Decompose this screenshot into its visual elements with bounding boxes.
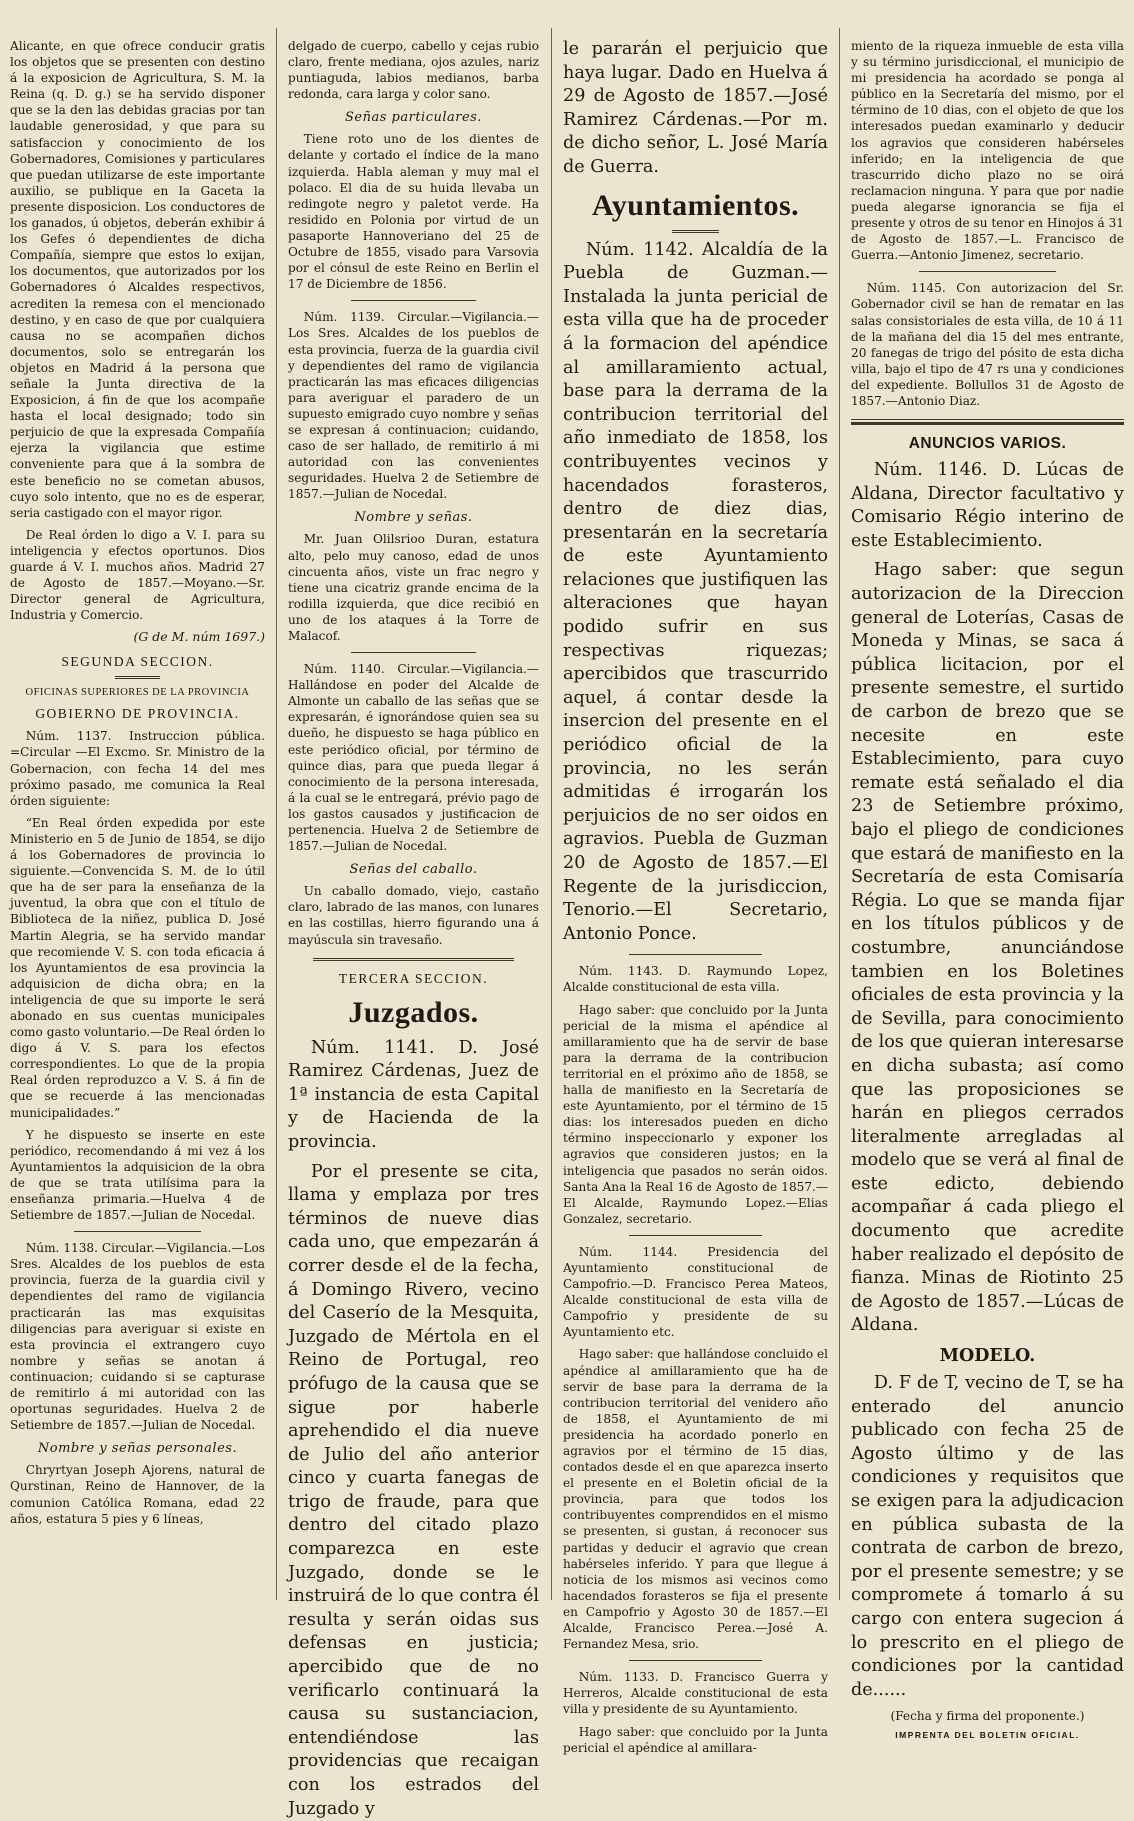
article-text: Núm. 1138. Circular.—Vigilancia.—Los Sres. Alcaldes de los pueblos de esta provincia, fuerza de la guardia civil y dependientes del ramo de vigilancia practicarán las mas exquisitas diligencias para averiguar si existe en esta provincia el extrangero cuyo nombre y señas se anotan á continuacion; cuidando si se capturase de remitirlo á mi autoridad con las oportunas seguridades. Huelva 2 de Setiembre de 1857.—Julian de Nocedal.: [10, 1241, 265, 1433]
article-text: Y he dispuesto se inserte en este periódico, recomendando á mi vez á los Ayuntamientos la adquisicion de la obra de que se trata utilísima para la enseñanza primaria.—Huelva 4 de Setiembre de 1857.—Julian de Nocedal.: [10, 1127, 265, 1223]
divider: [919, 271, 1056, 272]
column-rule: [551, 28, 552, 1600]
article-text: Alicante, en que ofrece conducir gratis los objetos que se presenten con destino á la exposicion de Agricultura, S. M. la Reina (q. D. g.) se ha servido disponer que se la den las debidas gracias por tan laudable generosidad, y que para su satisfaccion y conocimiento de los Gobernadores, Comisiones y particulares que puedan utilizarse de este importante auxilio, se publique en la Gaceta la presente disposicion. Los conductores de los ganados, ú objetos, deberán exhibir á los Gefes ó dependientes de dicha Compañía, siempre que estos lo exijan, los documentos, que autorizados por los Gobernadores ó Alcaldes respectivos, acrediten la remesa con el mencionado destino, y en caso de que por cualquiera causa no se acompañen dichos documentos, solo se entregarán los objetos en Madrid á la persona que señale la Junta directiva de la Exposicion, á fin de que los acompañe hasta el local designado; todo sin perjuicio de que la expresada Compañía ejerza la vigilancia que estime conveniente para que á la sombra de este beneficio no se cometan abusos, cuyo solo intento, que no es de esperar, seria castigado con el mayor rigor.: [10, 39, 265, 520]
article-text: Por el presente se cita, llama y emplaza por tres términos de nueve dias cada uno, que empezarán á correr desde el de la fecha, á Domingo Rivero, vecino del Caserío de la Mesquita, Juzgado de Mértola en el Reino de Portugal, reo prófugo de la causa que se sigue por haberle aprehendido el dia nueve de Julio del año anterior cinco y cuarta fanegas de trigo de fraude, para que dentro del citado plazo comparezca en este Juzgado, donde se le instruirá de lo que contra él resulta y serán oidas sus defensas en justicia; apercibido que de no verificarlo continuará la causa su sustanciacion, entendiéndose las providencias que recaigan con los estrados del Juzgado y: [288, 1161, 539, 1819]
divider: [629, 954, 762, 955]
article-text: Núm. 1143. D. Raymundo Lopez, Alcalde constitucional de esta villa.: [563, 964, 828, 995]
section-title: Ayuntamientos.: [591, 188, 800, 222]
signature-note: (Fecha y firma del proponente.): [890, 1709, 1085, 1724]
article-text: Núm. 1137. Instruccion pública. =Circular —El Excmo. Sr. Ministro de la Gobernacion, con fecha 14 del mes próximo pasado, me comunica la Real órden siguiente:: [10, 729, 265, 808]
article-text: Mr. Juan Olilsrioo Duran, estatura alto, pelo muy canoso, edad de unos cincuenta años, viste un frac negro y tiene una cicatriz grande encima de la rodilla izquierda, que dice recibió en uno de los ataques á la Torre de Malacof.: [288, 532, 539, 643]
divider: [672, 230, 720, 233]
subsection-heading: GOBIERNO DE PROVINCIA.: [35, 706, 240, 722]
article-text: Hago saber: que hallándose concluido el apéndice al amillaramiento que ha de servir de base para la derrama de la contribucion territorial del venidero año de 1858, el Ayuntamiento de mi presidencia ha acordado ponerlo en agravios por el término de 15 dias, contados desde el en que aparezca inserto el presente en el Boletin oficial de la provincia, para que todos los contribuyentes comprendidos en el mismo se presenten, si gustan, á reconocer sus partidas y deducir el agravio que crean habérseles inferido. Y para que llegue á noticia de los mismos asi vecinos como hacendados forasteros se fija el presente en Campofrio y Agosto 30 de 1857.—El Alcalde, Francisco Perea.—José A. Fernandez Mesa, srio.: [563, 1347, 828, 1652]
article-text: Hago saber: que concluido por la Junta pericial de la misma el apéndice al amillaramiento que ha de servir de base para la derrama de la contribucion territorial en el próximo año de 1858, se halla de manifiesto en la Secretaría de este Ayuntamiento, por el término de 15 dias: los interesados pueden en dicho término inspeccionarlo y exponer los agravios que consideren justos; en la inteligencia que pasados no serán oidos. Santa Ana la Real 16 de Agosto de 1857.—El Alcalde, Raymundo Lopez.—Elias Gonzalez, secretario.: [563, 1002, 828, 1226]
divider: [313, 958, 514, 961]
column-4: [841, 0, 1134, 1741]
article-text: le pararán el perjuicio que haya lugar. Dado en Huelva á 29 de Agosto de 1857.—José Ramirez Cárdenas.—Por m. de dicho señor, L. José María de Guerra.: [563, 39, 828, 177]
divider: [115, 676, 161, 679]
article-text: Chryrtyan Joseph Ajorens, natural de Qurstinan, Reino de Hannover, de la comunion Católica Romana, edad 22 años, estatura 5 pies y 6 líneas,: [10, 1463, 265, 1526]
article-text: Núm. 1141. D. José Ramirez Cárdenas, Juez de 1ª instancia de esta Capital y de Hacienda de la provincia.: [288, 1037, 539, 1152]
article-text: Núm. 1133. D. Francisco Guerra y Herreros, Alcalde constitucional de esta villa y presidente de su Ayuntamiento.: [563, 1670, 828, 1717]
column-1: [0, 0, 275, 1600]
article-text: Núm. 1145. Con autorizacion del Sr. Gobernador civil se han de rematar en las salas consistoriales de esta villa, de 10 á 11 de la mañana del dia 15 del mes entrante, 20 fanegas de trigo del pósito de esta dicha villa, bajo el tipo de 47 rs una y condiciones del expediente. Bollullos 31 de Agosto de 1857.—Antonio Diaz.: [851, 281, 1124, 408]
article-text: Núm. 1139. Circular.—Vigilancia.—Los Sres. Alcaldes de los pueblos de esta provincia, fuerza de la guardia civil y dependientes del ramo de vigilancia practicarán las mas eficaces diligencias para averiguar el paradero de un supuesto emigrado cuyo nombre y señas se expresan á continuacion; cuidando, caso de ser hallado, de remitirlo á mi autoridad con las convenientes seguridades. Huelva 2 de Setiembre de 1857.—Julian de Nocedal.: [288, 310, 539, 502]
article-text: Núm. 1142. Alcaldía de la Puebla de Guzman.—Instalada la junta pericial de esta villa que ha de proceder á la formacion del apéndice al amillaramiento actual, base para la derrama de la contribucion territorial del año inmediato de 1858, los contribuyentes vecinos y hacendados forasteros, dentro de diez dias, presentarán en la secretaría de este Ayuntamiento relaciones que justifiquen las alteraciones que hayan podido sufrir en sus respectivas riquezas; apercibidos que trascurrido aquel, á contar desde la insercion del presente en el periódico oficial de la provincia, no les serán admitidas é irrogarán los perjuicios de no ser oidos en agravios. Puebla de Guzman 20 de Agosto de 1857.—El Regente de la jurisdiccion, Tenorio.—El Secretario, Antonio Ponce.: [563, 239, 828, 944]
section-heading: ANUNCIOS VARIOS.: [908, 435, 1067, 453]
gazette-reference: (G de M. núm 1697.): [133, 629, 265, 645]
article-text: Un caballo domado, viejo, castaño claro, labrado de las manos, con lunares en las costillas, hierro figurando una á mayúscula sin travesaño.: [288, 884, 539, 947]
subheading: Nombre y señas.: [354, 510, 473, 526]
article-text: Hago saber: que segun autorizacion de la Direccion general de Loterías, Casas de Moneda y Minas, se saca á pública licitacion, por el presente semestre, el surtido de carbon de brezo que se necesite en este Establecimiento, para cuyo remate está señalado el dia 23 de Setiembre próximo, bajo el pliego de condiciones que estará de manifiesto en la Secretaría de esta Comisaría Régia. Lo que se manda fijar en los títulos públicos y de costumbre, anunciándose tambien en los Boletines oficiales de esta provincia y la de Sevilla, para conocimiento de los que quieran interesarse en dicha subasta; así como que las proposiciones se harán en pliegos cerrados literalmente arregladas al modelo que se verá al final de este edicto, debiendo acompañar á cada pliego el documento que acredite haber realizado el depósito de fianza. Minas de Riotinto 25 de Agosto de 1857.—Lúcas de Aldana.: [851, 560, 1124, 1336]
section-heading: SEGUNDA SECCION.: [61, 654, 214, 670]
subsection-heading: OFICINAS SUPERIORES DE LA PROVINCIA: [25, 687, 250, 699]
divider: [74, 1231, 202, 1232]
divider: [851, 419, 1124, 425]
subheading: Nombre y señas personales.: [37, 1441, 238, 1457]
column-3: [553, 0, 838, 1755]
article-text: Núm. 1146. D. Lúcas de Aldana, Director facultativo y Comisario Régio interino de este Establecimiento.: [851, 460, 1124, 551]
article-text: De Real órden lo digo a V. I. para su inteligencia y efectos oportunos. Dios guarde á V. I. muchos años. Madrid 27 de Agosto de 1857.—Moyano.—Sr. Director general de Agricultura, Industria y Comercio.: [10, 527, 265, 623]
column-rule: [276, 28, 277, 1600]
article-text: Núm. 1140. Circular.—Vigilancia.—Hallándose en poder del Alcalde de Almonte un caballo de las señas que se expresarán, é ignorándose quien sea su dueño, he dispuesto se haga público en este periódico oficial, por término de quince dias, para que pueda llegar á conocimiento de la persona interesada, á la cual se le entregará, prévio pago de los gastos causados y justificacion de pertenencia. Huelva 2 de Setiembre de 1857.—Julian de Nocedal.: [288, 662, 539, 854]
article-text: Núm. 1144. Presidencia del Ayuntamiento constitucional de Campofrio.—D. Francisco Perea Mateos, Alcalde constitucional de esta villa de Campofrio y presidente de su Ayuntamiento etc.: [563, 1244, 828, 1340]
printer-imprint: IMPRENTA DEL BOLETIN OFICIAL.: [895, 1730, 1080, 1741]
article-text: Hago saber: que concluido por la Junta pericial el apéndice al amillara-: [563, 1724, 828, 1755]
section-heading: TERCERA SECCION.: [338, 970, 489, 986]
article-text: “En Real órden expedida por este Ministerio en 5 de Junio de 1854, se dijo á los Gobernadores de provincia lo siguiente.—Convencida S. M. de lo útil que ha de ser para la enseñanza de la juventud, la obra que con el título de Biblioteca de la niñez, publica D. José Martin Alegria, se ha servido mandar que recomiende V. S. con toda eficacia á los Ayuntamientos de esa provincia la adquisicion de dicha obra; en la inteligencia de que su importe le será abonado en sus cuentas municipales como gasto voluntario.—De Real órden lo digo á V. S. para los efectos correspondientes. Lo que de la propia Real órden reproduzco a V. S. á fin de que se recuerde á las mencionadas municipalidades.”: [10, 815, 265, 1120]
divider: [629, 1660, 762, 1661]
subheading: Señas particulares.: [345, 110, 482, 126]
subheading: MODELO.: [939, 1346, 1036, 1367]
divider: [351, 652, 477, 653]
subheading: Señas del caballo.: [349, 862, 478, 878]
divider: [629, 1235, 762, 1236]
section-title: Juzgados.: [348, 995, 479, 1029]
article-text: D. F de T, vecino de T, se ha enterado del anuncio publicado con fecha 25 de Agosto último y de las condiciones y requisitos que se exigen para la adjudicacion en pública subasta de la contrata de carbon de brezo, por el presente semestre; y se compromete á tomarlo á su cargo con entera sugecion á lo prescrito en el pliego de condiciones por la cantidad de......: [851, 1373, 1124, 1700]
column-2: [278, 0, 549, 1819]
divider: [351, 300, 477, 301]
column-rule: [839, 28, 840, 1600]
article-text: delgado de cuerpo, cabello y cejas rubio claro, frente mediana, ojos azules, nariz puntiaguda, labios medianos, barba redonda, cara larga y color sano.: [288, 39, 539, 102]
article-text: Tiene roto uno de los dientes de delante y cortado el índice de la mano izquierda. Habla aleman y muy mal el polaco. El dia de su huida llevaba un redingote negro y paletot verde. Ha residido en Polonia por virtud de un pasaporte Hannoveriano del 25 de Octubre de 1855, visado para Varsovia por el cónsul de este Reino en Berlin el 17 de Diciembre de 1856.: [288, 132, 539, 292]
article-text: miento de la riqueza inmueble de esta villa y su término jurisdiccional, el municipio de mi presidencia ha acordado se ponga al público en la Secretaría del mismo, por el término de 10 dias, con el objeto de que los interesados puedan examinarlo y deducir los agravios que consideren habérseles inferido; en la inteligencia de que trascurrido dicho plazo no se oirá reclamacion ninguna. Y para que por nadie pueda alegarse ignorancia se fija el presente y otros de su tenor en Hinojos á 31 de Agosto de 1857.—L. Francisco de Guerra.—Antonio Jimenez, secretario.: [851, 39, 1124, 263]
